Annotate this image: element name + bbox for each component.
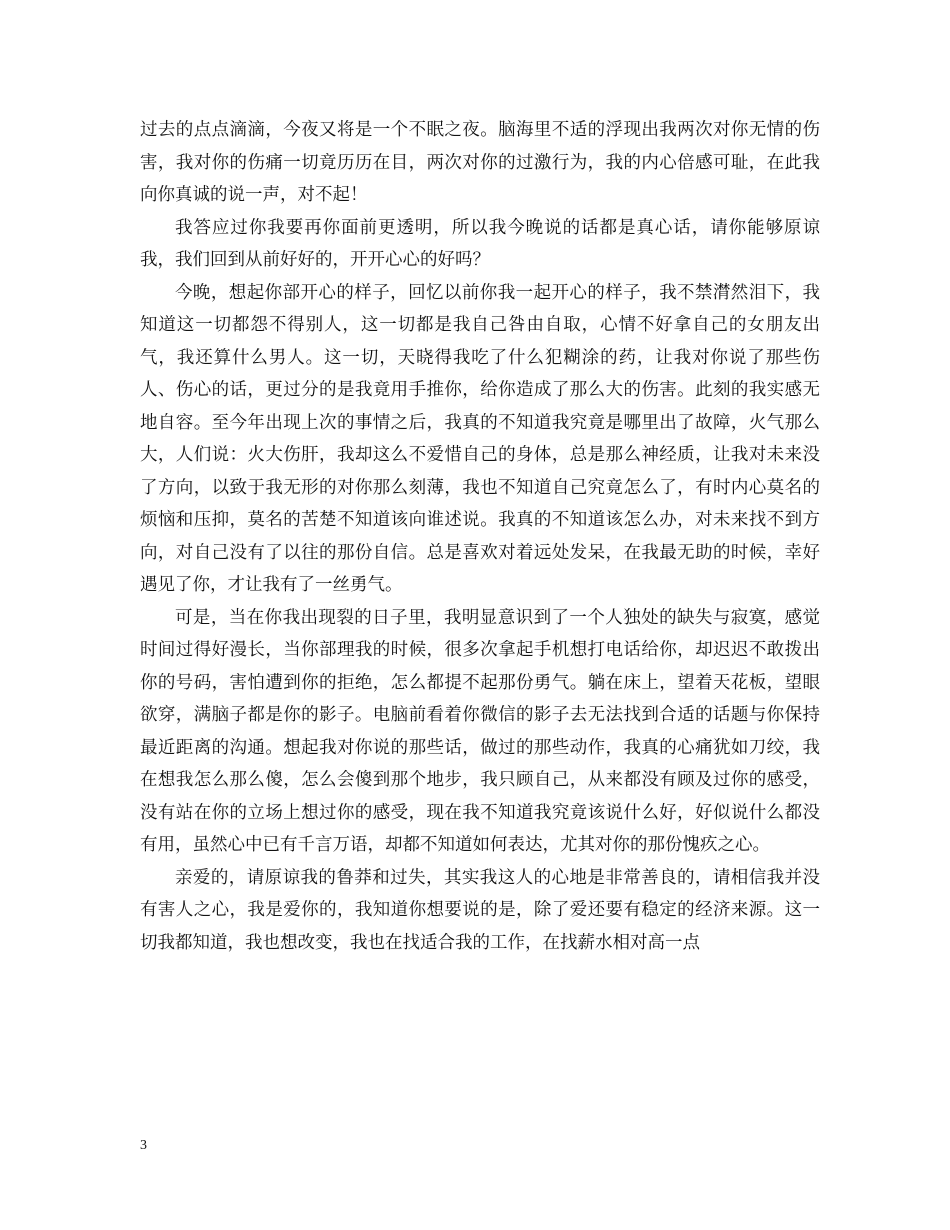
paragraph-3: 今晚，想起你部开心的样子，回忆以前你我一起开心的样子，我不禁潸然泪下，我知道这一切都怨不得别人，这一切都是我自己咎由自取，心情不好拿自己的女朋友出气，我还算什么男人。这一切，天晓得我吃了什么犯糊涂的药，让我对你说了那些伤人、伤心的话，更过分的是我竟用手推你，给你造成了那么大的伤害。此刻的我实感无地自容。至今年出现上次的事情之后，我真的不知道我究竟是哪里出了故障，火气那么大，人们说：火大伤肝，我却这么不爱惜自己的身体，总是那么神经质，让我对未来没了方向，以致于我无形的对你那么刻薄，我也不知道自己究竟怎么了，有时内心莫名的烦恼和压抑，莫名的苦楚不知道该向谁述说。我真的不知道该怎么办，对未来找不到方向，对自己没有了以往的那份自信。总是喜欢对着远处发呆，在我最无助的时候，幸好遇见了你，才让我有了一丝勇气。: [140, 282, 820, 595]
paragraph-1: 过去的点点滴滴，今夜又将是一个不眠之夜。脑海里不适的浮现出我两次对你无情的伤害，我对你的伤痛一切竟历历在目，两次对你的过激行为，我的内心倍感可耻，在此我向你真诚的说一声，对不起！: [140, 120, 820, 205]
page-number: 3: [140, 1138, 147, 1153]
paragraph-4: 可是，当在你我出现裂的日子里，我明显意识到了一个人独处的缺失与寂寞，感觉时间过得好漫长，当你部理我的时候，很多次拿起手机想打电话给你，却迟迟不敢拨出你的号码，害怕遭到你的拒绝，怎么都提不起那份勇气。躺在床上，望着天花板，望眼欲穿，满脑子都是你的影子。电脑前看着你微信的影子去无法找到合适的话题与你保持最近距离的沟通。想起我对你说的那些话，做过的那些动作，我真的心痛犹如刀绞，我在想我怎么那么傻，怎么会傻到那个地步，我只顾自己，从来都没有顾及过你的感受，没有站在你的立场上想过你的感受，现在我不知道我究竟该说什么好，好似说什么都没有用，虽然心中已有千言万语，却都不知道如何表达，尤其对你的那份愧疚之心。: [140, 607, 820, 855]
paragraph-2: 我答应过你我要再你面前更透明，所以我今晚说的话都是真心话，请你能够原谅我，我们回到从前好好的，开开心心的好吗？: [140, 217, 820, 270]
body-text: [140, 114, 820, 959]
paragraph-5: 亲爱的，请原谅我的鲁莽和过失，其实我这人的心地是非常善良的，请相信我并没有害人之心，我是爱你的，我知道你想要说的是，除了爱还要有稳定的经济来源。这一切我都知道，我也想改变，我也在找适合我的工作，在找薪水相对高一点: [140, 867, 820, 953]
